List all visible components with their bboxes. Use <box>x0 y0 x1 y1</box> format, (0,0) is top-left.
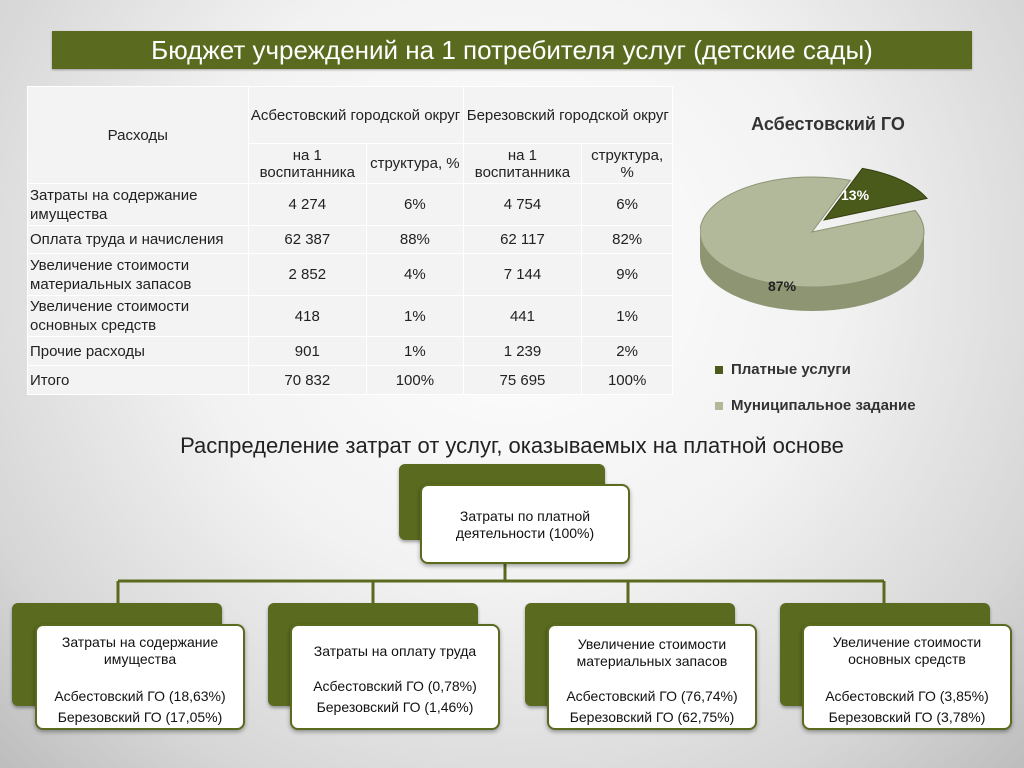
column-header: на 1 воспитанника <box>463 144 582 184</box>
column-header: структура, % <box>582 144 673 184</box>
pie-label-paid: 13% <box>841 187 870 203</box>
row-label: Увеличение стоимости основных средств <box>28 296 249 337</box>
row-label: Увеличение стоимости материальных запасов <box>28 254 249 296</box>
legend-label: Платные услуги <box>731 361 851 378</box>
child-value: Асбестовский ГО (76,74%) <box>566 688 738 704</box>
root-title: Затраты по платной деятельности (100%) <box>455 508 595 541</box>
child-title: Затраты на содержание имущества <box>61 634 219 667</box>
row-label: Итого <box>28 366 249 395</box>
child-value: Асбестовский ГО (0,78%) <box>313 678 477 694</box>
column-header: на 1 воспитанника <box>248 144 367 184</box>
page-title: Бюджет учреждений на 1 потребителя услуг (детские сады) <box>52 31 972 69</box>
table-cell: 82% <box>582 226 673 254</box>
table-cell: 4 754 <box>463 184 582 226</box>
child-title: Затраты на оплату труда <box>313 643 477 659</box>
pie-title: Асбестовский ГО <box>751 114 905 134</box>
table-cell: 1% <box>367 296 464 337</box>
child-node <box>35 624 245 730</box>
group-header: Асбестовский городской округ <box>248 87 463 144</box>
row-label: Прочие расходы <box>28 337 249 366</box>
table-cell: 88% <box>367 226 464 254</box>
table-cell: 4 274 <box>248 184 367 226</box>
child-value: Асбестовский ГО (18,63%) <box>54 688 226 704</box>
table-cell: 6% <box>367 184 464 226</box>
table-cell: 9% <box>582 254 673 296</box>
table-cell: 418 <box>248 296 367 337</box>
table-cell: 1% <box>367 337 464 366</box>
table-cell: 100% <box>582 366 673 395</box>
group-header: Березовский городской округ <box>463 87 672 144</box>
table-cell: 2 852 <box>248 254 367 296</box>
table-cell: 441 <box>463 296 582 337</box>
table-cell: 1 239 <box>463 337 582 366</box>
table-cell: 7 144 <box>463 254 582 296</box>
table-cell: 100% <box>367 366 464 395</box>
legend-label: Муниципальное задание <box>731 397 916 414</box>
corner-header: Расходы <box>28 87 249 184</box>
child-value: Березовский ГО (1,46%) <box>316 699 474 715</box>
row-label: Оплата труда и начисления <box>28 226 249 254</box>
table-cell: 1% <box>582 296 673 337</box>
row-label: Затраты на содержание имущества <box>28 184 249 226</box>
child-value: Березовский ГО (62,75%) <box>569 709 735 725</box>
table-cell: 62 117 <box>463 226 582 254</box>
column-header: структура, % <box>367 144 464 184</box>
table-cell: 2% <box>582 337 673 366</box>
pie-label-muni: 87% <box>768 278 797 294</box>
child-value: Березовский ГО (3,78%) <box>828 709 986 725</box>
child-node <box>802 624 1012 730</box>
table-cell: 62 387 <box>248 226 367 254</box>
child-node <box>290 624 500 730</box>
child-node <box>547 624 757 730</box>
table-cell: 6% <box>582 184 673 226</box>
table-cell: 75 695 <box>463 366 582 395</box>
child-title: Увеличение стоимости основных средств <box>832 634 982 667</box>
root-node <box>420 484 630 564</box>
child-value: Березовский ГО (17,05%) <box>57 709 223 725</box>
table-cell: 4% <box>367 254 464 296</box>
table-cell: 70 832 <box>248 366 367 395</box>
child-value: Асбестовский ГО (3,85%) <box>825 688 989 704</box>
section-subtitle: Распределение затрат от услуг, оказываемых на платной основе <box>180 433 844 458</box>
child-title: Увеличение стоимости материальных запасов <box>576 636 728 669</box>
table-cell: 901 <box>248 337 367 366</box>
